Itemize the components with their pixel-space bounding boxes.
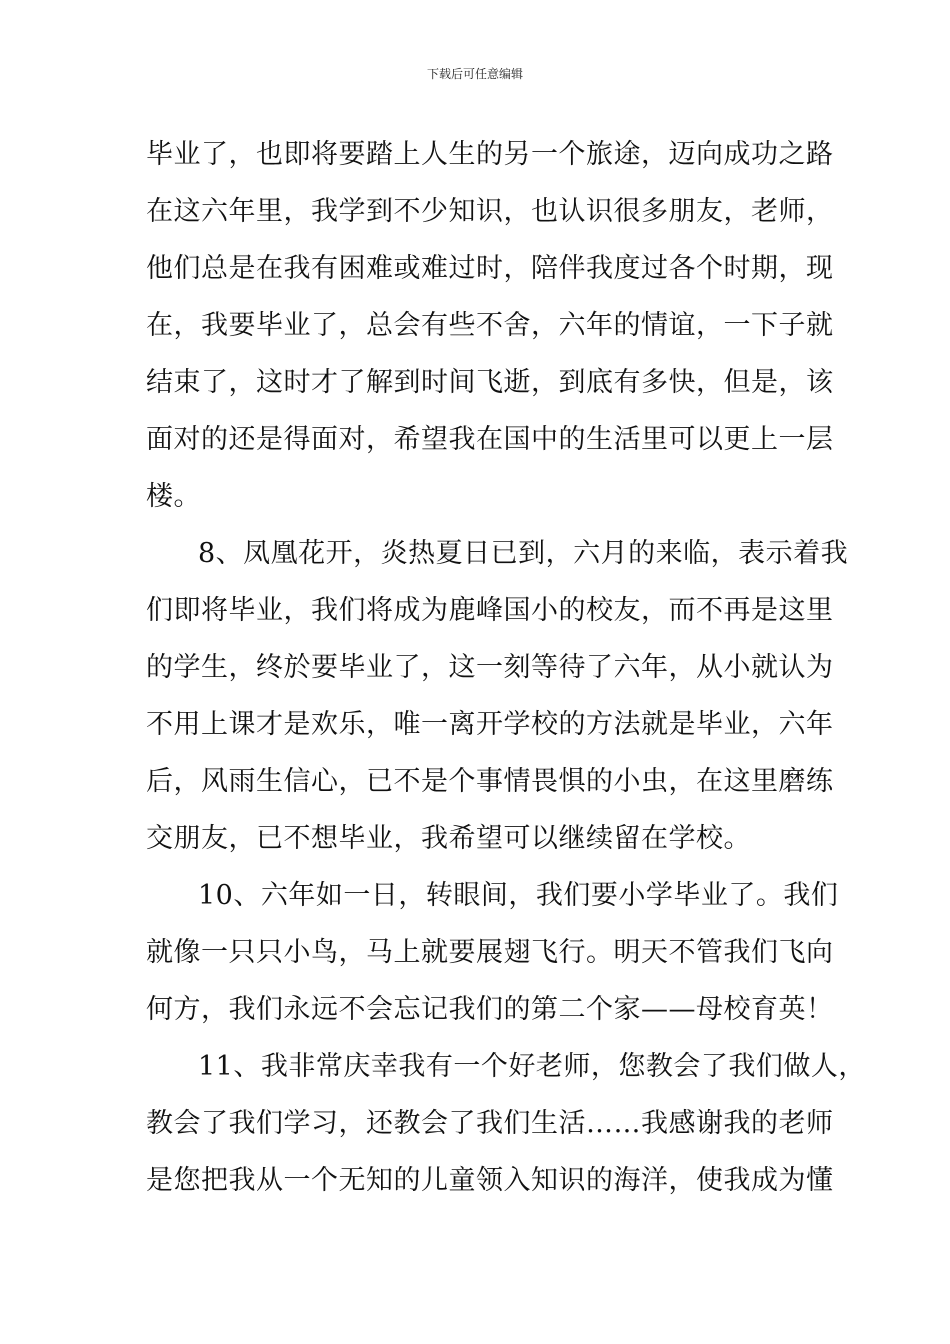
- text-line: 后，风雨生信心，已不是个事情畏惧的小虫，在这里磨练: [146, 766, 834, 797]
- page-header: 下载后可任意编辑: [426, 67, 523, 81]
- text-line: 交朋友，已不想毕业，我希望可以继续留在学校。: [146, 823, 751, 854]
- text-line: 在这六年里，我学到不少知识，也认识很多朋友，老师，: [146, 196, 834, 227]
- text-line: 的学生，终於要毕业了，这一刻等待了六年，从小就认为: [146, 652, 834, 683]
- text-line: 们即将毕业，我们将成为鹿峰国小的校友，而不再是这里: [146, 595, 834, 626]
- text-line: 他们总是在我有困难或难过时，陪伴我度过各个时期，现: [146, 253, 834, 284]
- text-line: 教会了我们学习，还教会了我们生活……我感谢我的老师: [146, 1108, 834, 1139]
- paragraph-start-line: 11、我非常庆幸我有一个好老师，您教会了我们做人，: [198, 1051, 866, 1082]
- text-line: 楼。: [146, 481, 201, 512]
- text-line: 在，我要毕业了，总会有些不舍，六年的情谊，一下子就: [146, 310, 834, 341]
- paragraph-start-line: 8、凤凰花开，炎热夏日已到，六月的来临，表示着我: [198, 538, 849, 569]
- text-line: 何方，我们永远不会忘记我们的第二个家——母校育英！: [146, 994, 834, 1025]
- text-line: 面对的还是得面对，希望我在国中的生活里可以更上一层: [146, 424, 834, 455]
- text-line: 毕业了，也即将要踏上人生的另一个旅途，迈向成功之路: [146, 139, 834, 170]
- text-line: 不用上课才是欢乐，唯一离开学校的方法就是毕业，六年: [146, 709, 834, 740]
- document-body: [146, 126, 866, 1209]
- text-line: 就像一只只小鸟，马上就要展翅飞行。明天不管我们飞向: [146, 937, 834, 968]
- paragraph-start-line: 10、六年如一日，转眼间，我们要小学毕业了。我们: [198, 880, 839, 911]
- text-line: 结束了，这时才了解到时间飞逝，到底有多快，但是，该: [146, 367, 834, 398]
- text-line: 是您把我从一个无知的儿童领入知识的海洋，使我成为懂: [146, 1165, 834, 1196]
